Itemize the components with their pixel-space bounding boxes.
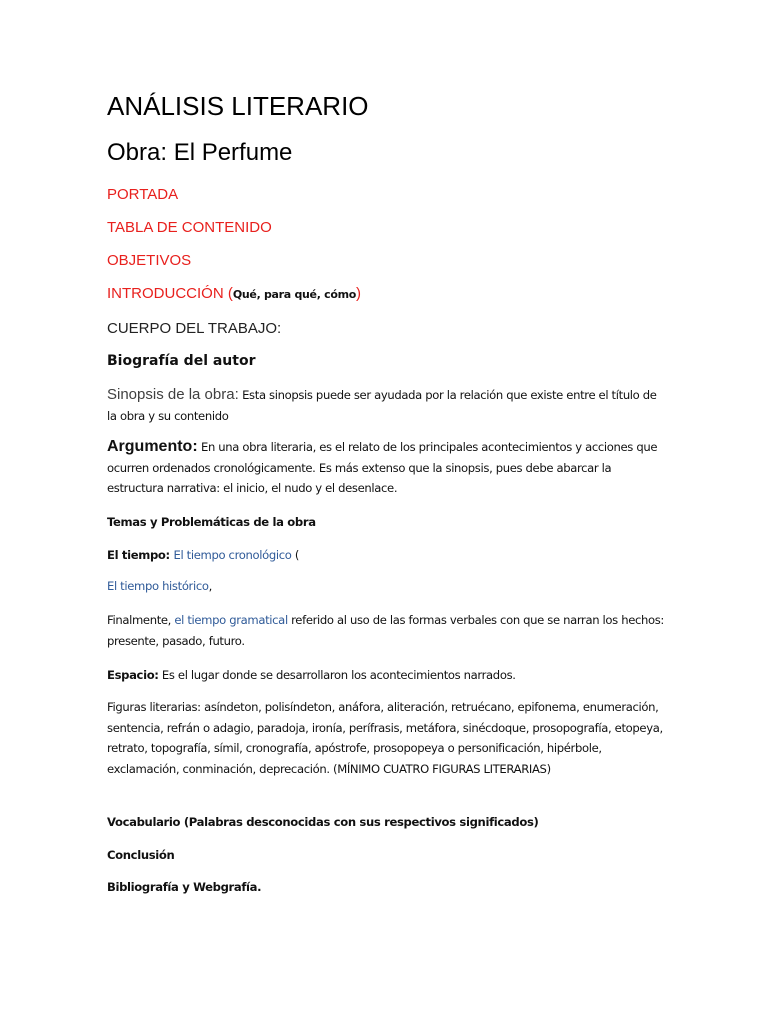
section-objetivos: OBJETIVOS (107, 252, 192, 269)
tiempo-historico-line (107, 576, 667, 597)
section-tabla-contenido: TABLA DE CONTENIDO (107, 219, 272, 236)
sinopsis-text: Esta sinopsis puede ser ayudada por la relación que existe entre el título de la obra y su contenido (107, 388, 657, 423)
introduccion-note: Qué, para qué, cómo (232, 288, 357, 301)
espacio-paragraph (107, 665, 667, 686)
conclusion-heading: Conclusión (107, 848, 175, 862)
tiempo-paren: ( (291, 548, 299, 562)
espacio-text: Es el lugar donde se desarrollaron los acontecimientos narrados. (158, 668, 516, 682)
argumento-label: Argumento: (107, 438, 198, 455)
temas-heading: Temas y Problemáticas de la obra (107, 515, 316, 529)
vocabulario-heading: Vocabulario (Palabras desconocidas con sus respectivos significados) (107, 815, 539, 829)
tiempo-gramatical-link[interactable]: el tiempo gramatical (174, 613, 288, 627)
finalmente-paragraph (107, 610, 667, 651)
introduccion-label: INTRODUCCIÓN ( (107, 285, 233, 302)
espacio-label: Espacio: (107, 668, 159, 682)
biografia-autor: Biografía del autor (107, 353, 256, 369)
finalmente-prefix: Finalmente, (107, 613, 175, 627)
argumento-paragraph (107, 437, 667, 499)
sinopsis-label: Sinopsis de la obra: (107, 386, 239, 403)
tiempo-label: El tiempo: (107, 548, 174, 562)
document-title: ANÁLISIS LITERARIO (107, 91, 369, 121)
section-portada: PORTADA (107, 186, 179, 203)
document-subtitle: Obra: El Perfume (107, 139, 293, 166)
tiempo-line (107, 545, 667, 566)
argumento-text: En una obra literaria, es el relato de los principales acontecimientos y acciones que ocurren ordenados cronológicamente. Es más extenso que la sinopsis, pues debe abarcar la estructura narrativa: el inicio, el nudo y el desenlace. (107, 440, 658, 495)
section-introduccion (107, 285, 667, 304)
tiempo-historico-comma: , (208, 579, 212, 593)
figuras-paragraph: Figuras literarias: asíndeton, polisíndeton, anáfora, aliteración, retruécano, epifonema, enumeración, sentencia, refrán o adagio, paradoja, ironía, perífrasis, metáfora, sinécdoque, prosopografía, etopeya, retrato, topografía, símil, cronografía, apóstrofe, prosopopeya o personificación, hipérbole, exclamación, conminación, deprecación. (MÍNIMO CUATRO FIGURAS LITERARIAS) (107, 700, 663, 776)
sinopsis-paragraph (107, 385, 667, 426)
cuerpo-trabajo: CUERPO DEL TRABAJO: (107, 320, 282, 337)
tiempo-historico-link[interactable]: El tiempo histórico (107, 579, 209, 593)
bibliografia-heading: Bibliografía y Webgrafía. (107, 880, 262, 894)
tiempo-cronologico-link[interactable]: El tiempo cronológico (173, 548, 292, 562)
finalmente-rest: referido al uso de las formas verbales con que se narran los hechos: presente, pasado, futuro. (107, 613, 664, 648)
introduccion-close: ) (356, 285, 362, 302)
